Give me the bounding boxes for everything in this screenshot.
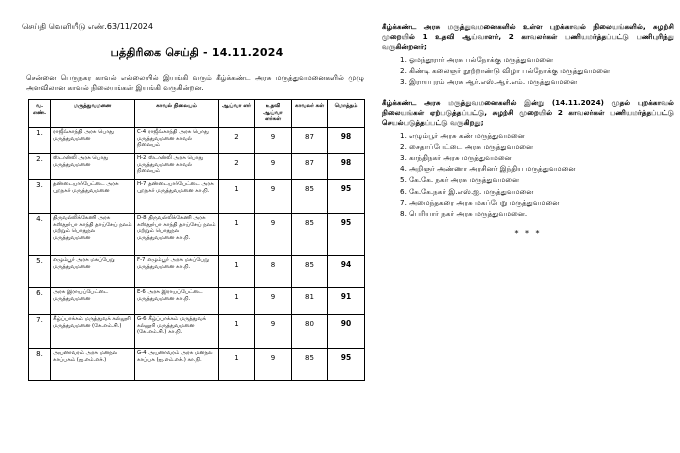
table-header-row: [29, 100, 365, 128]
col-header-total: மொத்தம்: [328, 100, 365, 128]
cell-station: C-4 ராஜீவ்காந்தி அரசு பொது மருத்துவமனை காவல் நிலையம்: [135, 128, 219, 154]
cell-hospital: ஸ்டான்லி அரசு பொது மருத்துவமனை: [51, 154, 135, 180]
table-row: [29, 256, 365, 288]
cell-constables: 85: [292, 180, 328, 214]
cell-sn: 2.: [29, 154, 51, 180]
cell-inspector: 1: [219, 315, 255, 349]
cell-sn: 3.: [29, 180, 51, 214]
new-outpost-paragraph: கீழ்க்கண்ட அரசு மருத்துவமனைகளில் இன்று (14.11.2024) முதல் புறக்காவல் நிலையங்கள் ஏற்படுத்தப்பட்டு, சுழற்சி முறையில் 2 காவலர்கள் பணியமர்த்தப்பட்டு செயல்படுத்தப்பட்டு வருகிறது;: [382, 97, 674, 127]
table-row: [29, 315, 365, 349]
cell-inspector: 1: [219, 214, 255, 256]
table-row: [29, 128, 365, 154]
cell-sn: 8.: [29, 349, 51, 381]
table-row: [29, 154, 365, 180]
cell-station: F-7 எழும்பூர் அரசு மகப்பேறு மருத்துவமனை கா.நி.: [135, 256, 219, 288]
cell-inspector: 1: [219, 256, 255, 288]
cell-total: 98: [328, 128, 365, 154]
col-header-sub-inspector: உதவி ஆய்வா ளர்கள்: [255, 100, 292, 128]
cell-sub-inspector: 9: [255, 288, 292, 315]
list-item: 7. அமைந்தகரை அரசு மகப்பேறு மருத்துவமனை: [400, 197, 560, 207]
cell-station: E-6 அரசு இராயப்பேட்டை மருத்துவமனை கா.நி.: [135, 288, 219, 315]
left-column: [22, 22, 372, 381]
col-header-sn: வ. எண்.: [29, 100, 51, 128]
cell-sn: 4.: [29, 214, 51, 256]
cell-station: H-2 ஸ்டான்லி அரசு பொது மருத்துவமனை காவல் நிலையம்: [135, 154, 219, 180]
table-row: [29, 214, 365, 256]
cell-inspector: 1: [219, 349, 255, 381]
table-row: [29, 180, 365, 214]
cell-inspector: 2: [219, 154, 255, 180]
cell-constables: 85: [292, 349, 328, 381]
list-item: 8. பெரியார் நகர் அரசு மருத்துவமனை.: [400, 209, 528, 219]
cell-hospital: அரசு இராயப்பேட்டை மருத்துவமனை: [51, 288, 135, 315]
cell-station: D-8 திருவல்லிக்கேணி அரசு கஸ்தூர்பா காந்தி தாய்சேய் நலம் மற்றும் பொதுநல மருத்துவமனை கா.நி.: [135, 214, 219, 256]
cell-hospital: கீழ்ப்பாக்கம் மருத்துவக் கல்லூரி மருத்துவமனை (கே.எம்.சி.): [51, 315, 135, 349]
police-stations-table: [28, 99, 365, 381]
cell-total: 95: [328, 349, 365, 381]
list-item: 3. இராயபுரம் அரசு ஆர்.எஸ்.ஆர்.எம். மருத்துவமனை: [400, 77, 578, 87]
release-number: செய்தி வெளியீடு எண்.63/11/2024: [22, 22, 153, 31]
cell-sub-inspector: 9: [255, 349, 292, 381]
cell-hospital: எழும்பூர் அரசு மகப்பேறு மருத்துவமனை: [51, 256, 135, 288]
list-item: 4. அறிஞர் அண்ணா அரசினர் இந்திய மருத்துவமனை: [400, 164, 576, 174]
cell-total: 91: [328, 288, 365, 315]
cell-total: 90: [328, 315, 365, 349]
cell-sn: 6.: [29, 288, 51, 315]
cell-constables: 85: [292, 256, 328, 288]
outpost-hospital-list: [382, 54, 674, 88]
cell-hospital: தண்டையார்பேட்டை அரசு புறநகர் மருத்துவமனை: [51, 180, 135, 214]
cell-station: H-7 தண்டையார்பேட்டை அரசு புறநகர் மருத்துவமனை கா.நி.: [135, 180, 219, 214]
outpost-paragraph: கீழ்க்கண்ட அரசு மருத்துவமனைகளில் உள்ள புறக்காவல் நிலையங்களில், சுழற்சி முறையில் 1 உதவி ஆய்வாளர், 2 காவலர்கள் பணியமர்த்தப்பட்டு பணிபுரிந்து வருகின்றனர்;: [382, 22, 674, 51]
cell-sn: 1.: [29, 128, 51, 154]
cell-sub-inspector: 9: [255, 154, 292, 180]
list-item: 2. சைதாப்பேட்டை அரசு மருத்துவமனை: [400, 141, 534, 151]
list-item: 6. கே.கே.நகர் இ.எஸ்.ஐ. மருத்துவமனை: [400, 186, 534, 196]
cell-total: 95: [328, 214, 365, 256]
cell-constables: 80: [292, 315, 328, 349]
cell-constables: 85: [292, 214, 328, 256]
cell-sub-inspector: 9: [255, 180, 292, 214]
end-marker: * * *: [514, 229, 542, 239]
cell-constables: 87: [292, 154, 328, 180]
cell-inspector: 1: [219, 180, 255, 214]
cell-inspector: 1: [219, 288, 255, 315]
cell-sub-inspector: 8: [255, 256, 292, 288]
right-column: [382, 22, 674, 238]
cell-hospital: ராஜீவ்காந்தி அரசு பொது மருத்துவமனை: [51, 128, 135, 154]
cell-station: G-4 அயனாவரம் அரசு மனநல காப்பக (ஐ.எம்.எச்.) கா.நி.: [135, 349, 219, 381]
col-header-hospital: மருத்துவமனை: [51, 100, 135, 128]
cell-inspector: 2: [219, 128, 255, 154]
cell-sub-inspector: 9: [255, 315, 292, 349]
list-item: 5. கே.கே. நகர் அரசு மருத்துவமனை: [400, 175, 520, 185]
list-item: 1. எழும்பூர் அரசு கண் மருத்துவமனை: [400, 130, 525, 140]
intro-paragraph: சென்னை பெருநகர காவல் எல்லையில் இயங்கி வரும் கீழ்க்கண்ட அரசு மருத்துவமனைகளில் முழு அளவிலான காவல் நிலையங்கள் இயங்கி வருகின்றன.: [26, 73, 364, 92]
table-row: [29, 288, 365, 315]
list-item: 1. ஓமந்தூரார் அரசு பல்நோக்கு மருத்துவமனை: [400, 55, 554, 64]
cell-sn: 5.: [29, 256, 51, 288]
table-row: [29, 349, 365, 381]
cell-hospital: திருவல்லிக்கேணி அரசு கஸ்தூர்பா காந்தி தாய்சேய் நலம் மற்றும் பொதுநல மருத்துவமனை: [51, 214, 135, 256]
col-header-station: காவல் நிலையம்: [135, 100, 219, 128]
press-release-title: பத்திரிகை செய்தி - 14.11.2024: [110, 46, 284, 59]
cell-constables: 87: [292, 128, 328, 154]
cell-total: 94: [328, 256, 365, 288]
cell-constables: 81: [292, 288, 328, 315]
cell-sn: 7.: [29, 315, 51, 349]
cell-hospital: அயனாவரம் அரசு மனநல காப்பகம் (ஐ.எம்.எச்.): [51, 349, 135, 381]
col-header-inspector: ஆய்வா ளர்: [219, 100, 255, 128]
new-outpost-hospital-list: [382, 130, 674, 220]
cell-station: G-6 கீழ்ப்பாக்கம் மருத்துவக் கல்லூரி மருத்துவமனை (கே.எம்.சி.) கா.நி.: [135, 315, 219, 349]
cell-total: 98: [328, 154, 365, 180]
col-header-constables: காவலர் கள்: [292, 100, 328, 128]
cell-sub-inspector: 9: [255, 214, 292, 256]
cell-sub-inspector: 9: [255, 128, 292, 154]
cell-total: 95: [328, 180, 365, 214]
list-item: 3. காந்திநகர் அரசு மருத்துவமனை: [400, 153, 512, 163]
list-item: 2. கிண்டி கலைஞர் நூற்றாண்டு விழா பல்நோக்கு மருத்துவமனை: [400, 66, 611, 76]
